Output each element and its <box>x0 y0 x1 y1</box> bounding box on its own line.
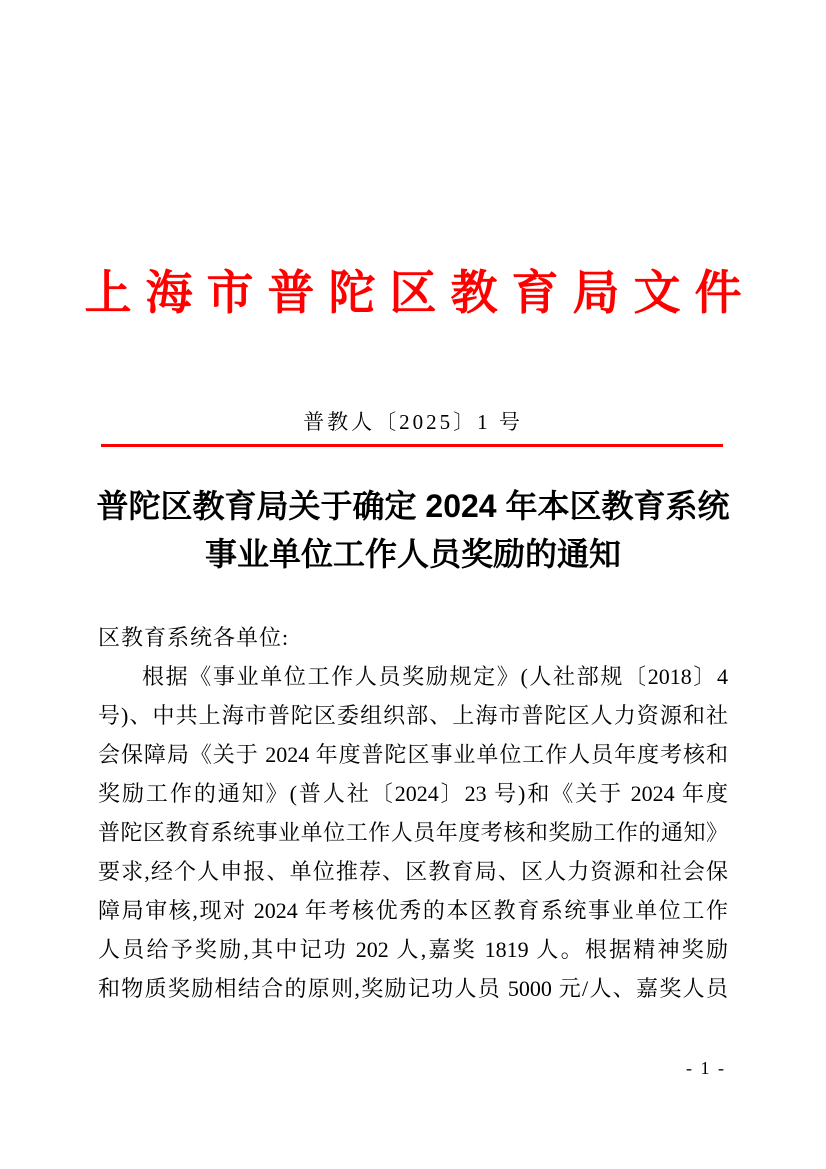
body-line: 会保障局《关于 2024 年度普陀区事业单位工作人员年度考核和 <box>98 742 728 767</box>
body-line: 要求,经个人申报、单位推荐、区教育局、区人力资源和社会保 <box>98 859 728 884</box>
document-body <box>98 618 728 1008</box>
document-title <box>0 482 826 578</box>
body-line: 障局审核,现对 2024 年考核优秀的本区教育系统事业单位工作 <box>98 898 728 923</box>
body-line: 号)、中共上海市普陀区委组织部、上海市普陀区人力资源和社 <box>98 703 728 728</box>
body-line: 和物质奖励相结合的原则,奖励记功人员 5000 元/人、嘉奖人员 <box>98 976 728 1001</box>
agency-header-title: 上海市普陀区教育局文件 <box>84 266 756 319</box>
body-line: 奖励工作的通知》(普人社〔2024〕23 号)和《关于 2024 年度 <box>98 781 728 806</box>
page-number: - 1 - <box>686 1058 726 1078</box>
body-line: 人员给予奖励,其中记功 202 人,嘉奖 1819 人。根据精神奖励 <box>98 937 728 962</box>
body-line: 普陀区教育系统事业单位工作人员年度考核和奖励工作的通知》 <box>98 820 728 845</box>
document-title-line2: 事业单位工作人员奖励的通知 <box>204 536 621 572</box>
red-divider-line <box>101 444 723 447</box>
salutation-line: 区教育系统各单位: <box>98 625 290 650</box>
document-number: 普教人〔2025〕1 号 <box>303 410 523 434</box>
body-line: 根据《事业单位工作人员奖励规定》(人社部规〔2018〕4 <box>142 664 728 689</box>
document-title-line1: 普陀区教育局关于确定 2024 年本区教育系统 <box>96 488 730 524</box>
